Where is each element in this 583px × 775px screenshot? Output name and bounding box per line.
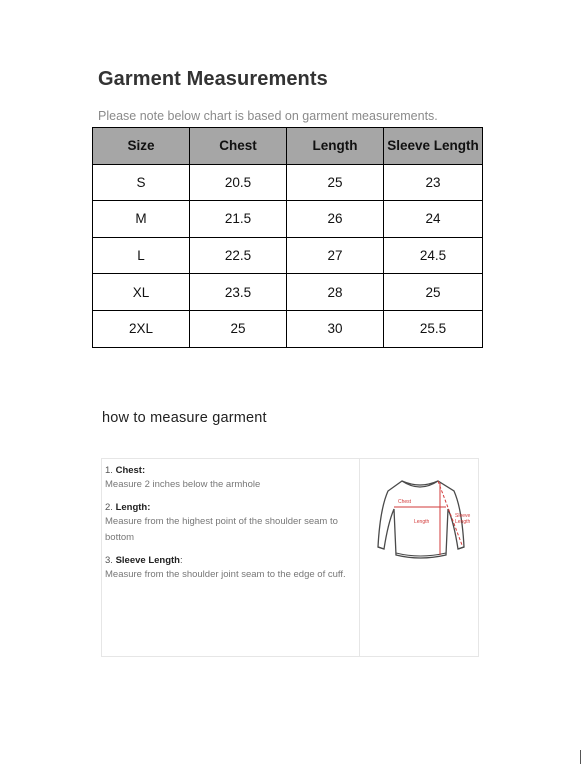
table-cell: 25 xyxy=(190,310,287,347)
table-cell: 24.5 xyxy=(384,237,483,274)
instruction-number: 2. xyxy=(105,502,113,513)
measure-guide-box xyxy=(101,458,479,657)
table-cell: 24 xyxy=(384,201,483,238)
instruction-chest xyxy=(105,464,359,493)
table-row xyxy=(93,274,483,311)
instruction-sleeve-length xyxy=(105,554,359,583)
table-cell: 23.5 xyxy=(190,274,287,311)
table-cell: 23 xyxy=(384,164,483,201)
instruction-text: Measure 2 inches below the armhole xyxy=(105,479,261,490)
table-cell: S xyxy=(93,164,190,201)
instruction-text: Measure from the highest point of the shoulder seam to bottom xyxy=(105,516,338,543)
size-chart-table xyxy=(92,127,483,348)
table-cell: 21.5 xyxy=(190,201,287,238)
garment-diagram xyxy=(360,459,478,656)
table-cell: 26 xyxy=(287,201,384,238)
table-row xyxy=(93,201,483,238)
table-cell: 25.5 xyxy=(384,310,483,347)
instruction-number: 3. xyxy=(105,555,113,566)
table-cell: 25 xyxy=(287,164,384,201)
instruction-number: 1. xyxy=(105,465,113,476)
table-header-row xyxy=(93,128,483,165)
measure-guide-title: how to measure garment xyxy=(102,410,267,426)
column-header-sleeve-length: Sleeve Length xyxy=(384,128,483,165)
table-cell: 28 xyxy=(287,274,384,311)
table-cell: 22.5 xyxy=(190,237,287,274)
instruction-label: Sleeve Length xyxy=(115,555,180,566)
table-cell: M xyxy=(93,201,190,238)
page-edge-mark xyxy=(580,750,581,764)
instruction-label-suffix: : xyxy=(180,555,183,566)
measure-instructions xyxy=(102,459,360,656)
chart-note: Please note below chart is based on garment measurements. xyxy=(98,109,438,123)
sweater-measure-icon xyxy=(372,469,471,579)
instruction-label: Length: xyxy=(115,502,151,513)
table-cell: 27 xyxy=(287,237,384,274)
sleeve-label-line2: Length xyxy=(455,519,471,525)
column-header-length: Length xyxy=(287,128,384,165)
length-label: Length xyxy=(414,519,430,525)
table-cell: 2XL xyxy=(93,310,190,347)
table-cell: 30 xyxy=(287,310,384,347)
column-header-size: Size xyxy=(93,128,190,165)
table-row xyxy=(93,164,483,201)
table-cell: XL xyxy=(93,274,190,311)
table-cell: 25 xyxy=(384,274,483,311)
instruction-label: Chest: xyxy=(115,465,146,476)
chest-label: Chest xyxy=(398,499,412,505)
table-cell: 20.5 xyxy=(190,164,287,201)
table-row xyxy=(93,310,483,347)
column-header-chest: Chest xyxy=(190,128,287,165)
page-title: Garment Measurements xyxy=(98,68,328,90)
instruction-length xyxy=(105,501,359,546)
table-row xyxy=(93,237,483,274)
sleeve-label-line1: Sleeve xyxy=(455,513,471,519)
table-cell: L xyxy=(93,237,190,274)
instruction-text: Measure from the shoulder joint seam to the edge of cuff. xyxy=(105,569,346,580)
